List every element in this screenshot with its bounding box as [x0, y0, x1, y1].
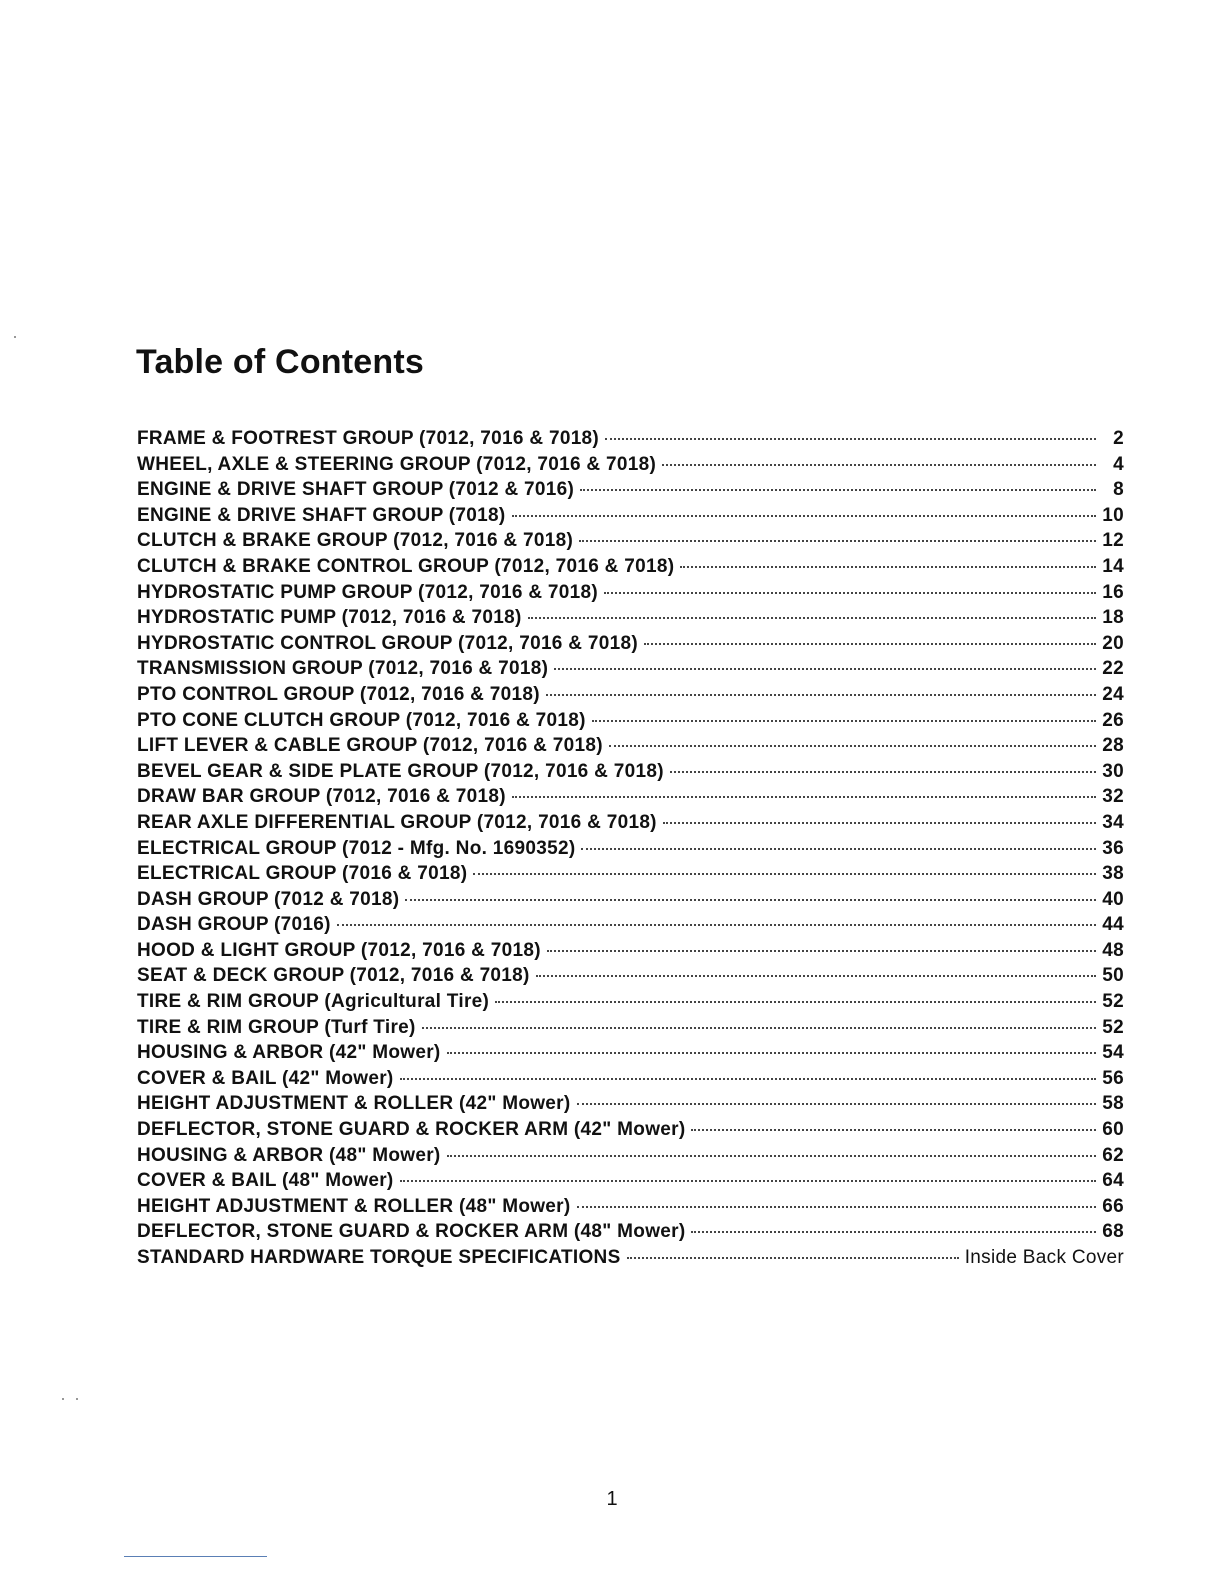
toc-entry-label: FRAME & FOOTREST GROUP (7012, 7016 & 7018): [137, 428, 600, 449]
toc-entry-label: REAR AXLE DIFFERENTIAL GROUP (7012, 7016 & 7018): [137, 811, 657, 833]
toc-entry-label: DASH GROUP (7016): [137, 914, 331, 936]
dot-leader: [512, 796, 1096, 798]
dot-leader: [581, 848, 1096, 850]
toc-entry[interactable]: [137, 505, 1124, 531]
toc-entry[interactable]: [137, 530, 1124, 556]
toc-entry-page: 68: [1102, 1221, 1124, 1243]
toc-entry[interactable]: [137, 863, 1124, 889]
toc-entry[interactable]: [137, 735, 1124, 761]
toc-entry-label: HYDROSTATIC PUMP GROUP (7012, 7016 & 7018): [137, 581, 599, 603]
dot-leader: [691, 1129, 1096, 1131]
toc-entry-page: 8: [1113, 479, 1124, 501]
toc-entry-page: 64: [1102, 1170, 1124, 1192]
toc-entry[interactable]: [137, 479, 1124, 505]
toc-entry[interactable]: [137, 812, 1124, 838]
toc-entry[interactable]: [137, 914, 1124, 940]
dot-leader: [512, 515, 1096, 517]
page-number: 1: [606, 1488, 618, 1510]
toc-entry-label: COVER & BAIL (48" Mower): [137, 1170, 394, 1192]
toc-entry[interactable]: [137, 633, 1124, 659]
toc-entry-page: 16: [1102, 581, 1124, 603]
toc-entry-page: 66: [1102, 1195, 1124, 1217]
toc-entry-page: 58: [1102, 1093, 1124, 1115]
toc-entry-label: ENGINE & DRIVE SHAFT GROUP (7018): [137, 504, 506, 526]
toc-entry[interactable]: [137, 1221, 1124, 1247]
dot-leader: [680, 566, 1096, 568]
toc-entry-label: WHEEL, AXLE & STEERING GROUP (7012, 7016 & 7018): [137, 453, 657, 475]
toc-entry[interactable]: [137, 556, 1124, 582]
toc-entry-page: 54: [1102, 1042, 1124, 1064]
toc-entry-label: HYDROSTATIC PUMP (7012, 7016 & 7018): [137, 607, 522, 629]
dot-leader: [554, 668, 1096, 670]
dot-leader: [546, 694, 1096, 696]
toc-entry-label: COVER & BAIL (42" Mower): [137, 1067, 394, 1089]
toc-entry-label: DEFLECTOR, STONE GUARD & ROCKER ARM (42" Mower): [137, 1119, 686, 1141]
toc-entry[interactable]: [137, 991, 1124, 1017]
toc-entry-page: 40: [1102, 888, 1124, 910]
dot-leader: [609, 745, 1096, 747]
toc-entry[interactable]: [137, 1145, 1124, 1171]
toc-entry-page: 48: [1102, 939, 1124, 961]
toc-entry[interactable]: [137, 940, 1124, 966]
toc-entry-page: 50: [1102, 965, 1124, 987]
dot-leader: [579, 540, 1096, 542]
dot-leader: [580, 489, 1096, 491]
toc-entry-label: TIRE & RIM GROUP (Turf Tire): [137, 1016, 416, 1038]
toc-entry[interactable]: [137, 428, 1124, 454]
dot-leader: [447, 1155, 1096, 1157]
toc-entry-page: 28: [1102, 735, 1124, 757]
toc-entry[interactable]: [137, 684, 1124, 710]
dot-leader: [337, 924, 1096, 926]
page-title: Table of Contents: [136, 343, 424, 381]
toc-entry-label: HEIGHT ADJUSTMENT & ROLLER (48" Mower): [137, 1195, 571, 1217]
toc-entry[interactable]: [137, 582, 1124, 608]
dot-leader: [528, 617, 1096, 619]
toc-entry-page: 56: [1102, 1067, 1124, 1089]
dot-leader: [592, 720, 1096, 722]
toc-entry-label: CLUTCH & BRAKE CONTROL GROUP (7012, 7016 & 7018): [137, 555, 675, 577]
dot-leader: [577, 1206, 1096, 1208]
dot-leader: [536, 975, 1096, 977]
toc-entry-page: 24: [1102, 683, 1124, 705]
dot-leader: [627, 1257, 959, 1259]
toc-entry[interactable]: [137, 1093, 1124, 1119]
dot-leader: [605, 438, 1096, 440]
dot-leader: [422, 1027, 1096, 1029]
toc-entry-label: DRAW BAR GROUP (7012, 7016 & 7018): [137, 786, 506, 808]
toc-entry[interactable]: [137, 1017, 1124, 1043]
dot-leader: [405, 899, 1096, 901]
dot-leader: [400, 1078, 1096, 1080]
toc-entry-label: ENGINE & DRIVE SHAFT GROUP (7012 & 7016): [137, 479, 575, 501]
toc-entry-page: 10: [1102, 504, 1124, 526]
toc-entry-label: HYDROSTATIC CONTROL GROUP (7012, 7016 & 7018): [137, 632, 638, 654]
toc-entry[interactable]: [137, 761, 1124, 787]
toc-entry-label: SEAT & DECK GROUP (7012, 7016 & 7018): [137, 965, 530, 987]
dot-leader: [662, 464, 1096, 466]
toc-entry-page: 62: [1102, 1144, 1124, 1166]
toc-entry[interactable]: [137, 889, 1124, 915]
toc-entry-label: STANDARD HARDWARE TORQUE SPECIFICATIONS: [137, 1247, 621, 1268]
dot-leader: [691, 1231, 1096, 1233]
toc-entry[interactable]: [137, 1042, 1124, 1068]
dot-leader: [473, 873, 1096, 875]
scan-speck: [14, 336, 16, 338]
dot-leader: [644, 643, 1096, 645]
toc-entry-label: LIFT LEVER & CABLE GROUP (7012, 7016 & 7018): [137, 735, 603, 757]
toc-entry-page: 18: [1102, 607, 1124, 629]
scan-speck: [62, 1398, 64, 1400]
dot-leader: [663, 822, 1096, 824]
toc-entry-page: 34: [1102, 811, 1124, 833]
toc-entry-page: 52: [1102, 1016, 1124, 1038]
toc-entry[interactable]: [137, 1247, 1124, 1273]
toc-entry-label: HOUSING & ARBOR (42" Mower): [137, 1042, 441, 1064]
dot-leader: [447, 1052, 1096, 1054]
toc-entry[interactable]: [137, 1119, 1124, 1145]
toc-entry-label: PTO CONTROL GROUP (7012, 7016 & 7018): [137, 683, 540, 705]
toc-entry[interactable]: [137, 1196, 1124, 1222]
toc-entry-page: 26: [1102, 709, 1124, 731]
toc-entry-page: Inside Back Cover: [964, 1247, 1124, 1268]
dot-leader: [400, 1180, 1096, 1182]
toc-entry-label: TRANSMISSION GROUP (7012, 7016 & 7018): [137, 658, 549, 680]
toc-entry-page: 36: [1102, 837, 1124, 859]
toc-entry-page: 22: [1102, 658, 1124, 680]
toc-entry[interactable]: [137, 965, 1124, 991]
toc-entry[interactable]: [137, 838, 1124, 864]
toc-entry[interactable]: [137, 1068, 1124, 1094]
toc-entry-label: TIRE & RIM GROUP (Agricultural Tire): [137, 991, 490, 1013]
toc-entry-page: 2: [1113, 428, 1124, 449]
toc-entry-page: 38: [1102, 863, 1124, 885]
toc-entry-label: HOUSING & ARBOR (48" Mower): [137, 1144, 441, 1166]
table-of-contents: [137, 428, 1124, 1273]
toc-entry-label: ELECTRICAL GROUP (7012 - Mfg. No. 1690352): [137, 837, 576, 859]
toc-entry-page: 52: [1102, 991, 1124, 1013]
toc-entry-page: 12: [1102, 530, 1124, 552]
toc-entry-label: HOOD & LIGHT GROUP (7012, 7016 & 7018): [137, 939, 541, 961]
dot-leader: [547, 950, 1096, 952]
scan-speck: [76, 1398, 78, 1400]
toc-entry-label: CLUTCH & BRAKE GROUP (7012, 7016 & 7018): [137, 530, 574, 552]
toc-entry[interactable]: [137, 454, 1124, 480]
toc-entry-page: 60: [1102, 1119, 1124, 1141]
dot-leader: [495, 1001, 1096, 1003]
toc-entry-page: 20: [1102, 632, 1124, 654]
toc-entry[interactable]: [137, 658, 1124, 684]
toc-entry-page: 14: [1102, 555, 1124, 577]
toc-entry[interactable]: [137, 607, 1124, 633]
toc-entry[interactable]: [137, 786, 1124, 812]
toc-entry[interactable]: [137, 1170, 1124, 1196]
toc-entry-page: 30: [1102, 760, 1124, 782]
dot-leader: [604, 592, 1096, 594]
toc-entry-page: 4: [1113, 453, 1124, 475]
toc-entry-label: PTO CONE CLUTCH GROUP (7012, 7016 & 7018): [137, 709, 586, 731]
toc-entry-page: 32: [1102, 786, 1124, 808]
dot-leader: [670, 771, 1096, 773]
toc-entry-label: DASH GROUP (7012 & 7018): [137, 888, 400, 910]
toc-entry-label: DEFLECTOR, STONE GUARD & ROCKER ARM (48" Mower): [137, 1221, 686, 1243]
toc-entry-label: ELECTRICAL GROUP (7016 & 7018): [137, 863, 468, 885]
dot-leader: [577, 1103, 1096, 1105]
footer-rule: [124, 1556, 267, 1557]
toc-entry[interactable]: [137, 710, 1124, 736]
toc-entry-label: HEIGHT ADJUSTMENT & ROLLER (42" Mower): [137, 1093, 571, 1115]
toc-entry-page: 44: [1102, 914, 1124, 936]
toc-entry-label: BEVEL GEAR & SIDE PLATE GROUP (7012, 7016 & 7018): [137, 760, 664, 782]
